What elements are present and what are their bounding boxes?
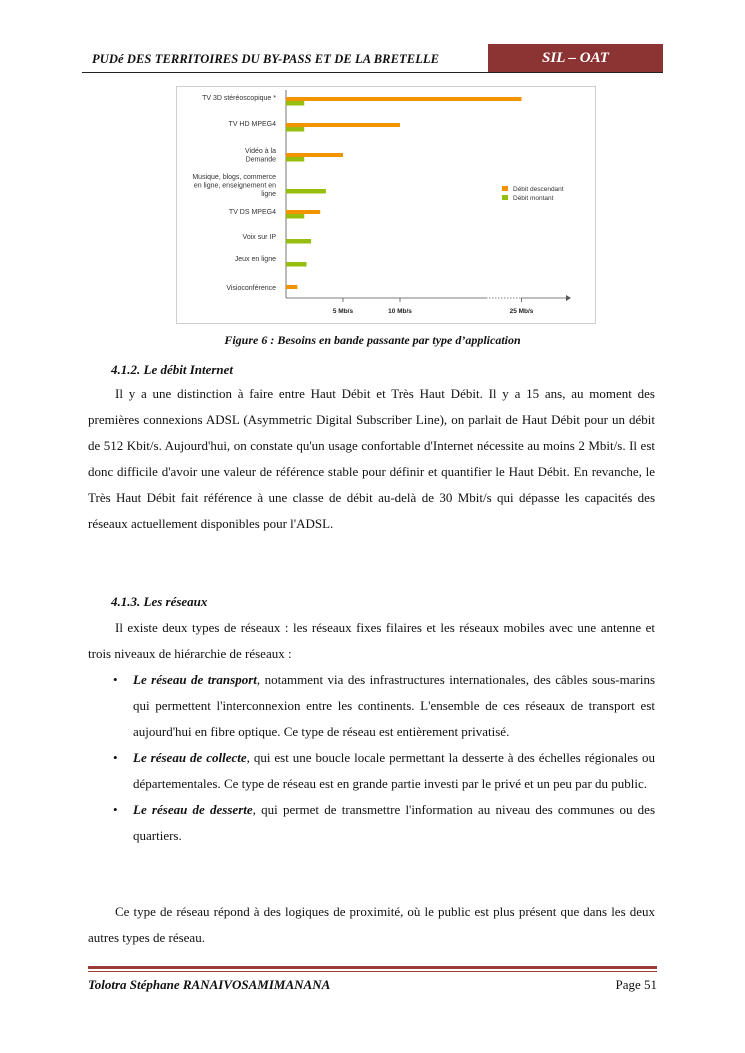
paragraph-debit: Il y a une distinction à faire entre Haut Débit et Très Haut Débit. Il y a 15 ans, au moment des premières connexions ADSL (Asymmetric Digital Subscriber Line), on parlait de Haut Débit pour un débit de 512 Kbit/s. Aujourd'hui, on constate qu'un usage confortable d'Internet nécessite au moins 2 Mbit/s. Il est donc difficile d'avoir une valeur de référence stable pour définir et quantifier le Haut Débit. En revanche, le Très Haut Débit fait référence à une classe de débit au-delà de 30 Mbit/s qui dépasse les capacités des réseaux actuellement disponibles pour l'ADSL. <box>88 386 655 531</box>
y-category-label: TV DS MPEG4 <box>228 209 276 216</box>
x-tick-label: 5 Mb/s <box>332 308 354 315</box>
y-category-label: Musique, blogs, commerce en ligne, enseignement en ligne <box>192 174 276 198</box>
y-category-label: TV 3D stéréoscopique * <box>202 95 276 102</box>
list-item <box>88 745 655 797</box>
bar-debit-montant <box>286 239 311 244</box>
list-item-term: Le réseau de transport <box>133 672 257 687</box>
legend-label: Débit descendant <box>513 186 564 193</box>
list-item-text: , qui est une boucle locale permettant la desserte à des échelles régionales ou départementales. Ce type de réseau est en grande partie investi par le privé et un peu par du public. <box>133 750 655 791</box>
y-category-label: Vidéo à la Demande <box>244 148 276 164</box>
paragraph-reseaux-closing: Ce type de réseau répond à des logiques de proximité, où le public est plus présent que dans les deux autres types de réseau. <box>88 904 655 945</box>
x-axis-arrow <box>566 295 571 301</box>
bullet-icon: • <box>113 672 118 687</box>
paragraph-reseaux-intro: Il existe deux types de réseaux : les réseaux fixes filaires et les réseaux mobiles avec une antenne et trois niveaux de hiérarchie de réseaux : <box>88 620 655 661</box>
y-category-label: TV HD MPEG4 <box>228 121 276 128</box>
page-number: Page 51 <box>615 977 657 992</box>
footer-author: Tolotra Stéphane RANAIVOSAMIMANANA <box>88 977 331 992</box>
header-badge: SIL – OAT <box>488 44 663 72</box>
x-tick-label: 10 Mb/s <box>388 308 412 315</box>
bar-debit-descendant <box>286 97 522 101</box>
legend-swatch <box>502 186 508 191</box>
bar-debit-montant <box>286 101 304 106</box>
list-item <box>88 667 655 745</box>
y-category-label: Visioconférence <box>226 285 276 292</box>
page-header <box>82 44 663 72</box>
bar-debit-montant <box>286 214 304 219</box>
y-category-label: Voix sur IP <box>242 234 276 241</box>
y-category-label: Jeux en ligne <box>234 256 276 263</box>
list-item-text: , qui permet de transmettre l'information au niveau des communes ou des quartiers. <box>133 802 656 843</box>
bar-debit-montant <box>286 189 326 194</box>
bar-debit-descendant <box>286 285 297 289</box>
bandwidth-chart <box>176 86 596 324</box>
bullet-icon: • <box>113 750 118 765</box>
bar-debit-descendant <box>286 210 320 214</box>
list-item-term: Le réseau de collecte <box>133 750 247 765</box>
legend-swatch <box>502 195 508 200</box>
bar-debit-montant <box>286 262 307 267</box>
figure-caption: Figure 6 : Besoins en bande passante par type d’application <box>224 333 521 347</box>
bar-debit-montant <box>286 127 304 132</box>
list-item-term: Le réseau de desserte <box>133 802 253 817</box>
header-title: PUDé DES TERRITOIRES DU BY-PASS ET DE LA BRETELLE <box>92 52 440 66</box>
list-item-text: , notamment via des infrastructures internationales, des câbles sous-marins qui permettent l'interconnexion entre les continents. L'ensemble de ces réseaux de transport est aujourd'hui en fibre optique. Ce type de réseau est entièrement privatisé. <box>133 672 656 739</box>
bullet-icon: • <box>113 802 118 817</box>
section-heading-reseaux: 4.1.3. Les réseaux <box>111 594 208 609</box>
bandwidth-chart-svg <box>176 86 596 324</box>
bar-debit-descendant <box>286 153 343 157</box>
header-divider <box>82 72 663 73</box>
list-item <box>88 797 655 849</box>
x-tick-label: 25 Mb/s <box>509 308 534 315</box>
network-types-list <box>88 667 655 849</box>
section-heading-debit: 4.1.2. Le débit Internet <box>111 362 234 377</box>
footer-divider-thin <box>88 971 657 972</box>
footer-divider <box>88 966 657 969</box>
legend-label: Débit montant <box>513 195 554 202</box>
bar-debit-descendant <box>286 123 400 127</box>
bar-debit-montant <box>286 157 304 162</box>
